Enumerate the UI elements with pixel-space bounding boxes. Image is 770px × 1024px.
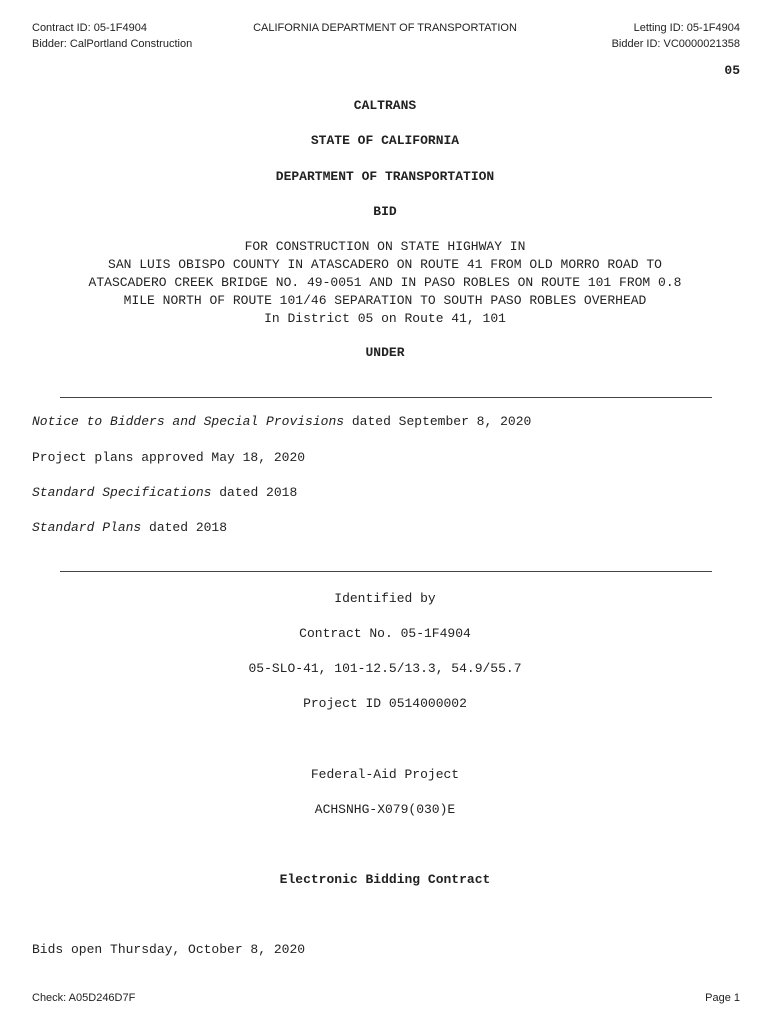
title-caltrans: CALTRANS	[353, 98, 417, 113]
description-line: ATASCADERO CREEK BRIDGE NO. 49-0051 AND IN PASO ROBLES ON ROUTE 101 FROM 0.8	[88, 275, 682, 290]
divider-top	[60, 397, 712, 398]
title-bid: BID	[373, 204, 397, 219]
project-id: Project ID 0514000002	[303, 696, 467, 711]
header-right	[612, 20, 740, 52]
district-number: 05	[724, 63, 740, 78]
under-heading: UNDER	[365, 345, 405, 360]
page-number: Page 1	[705, 992, 740, 1004]
std-plans-date: dated 2018	[141, 520, 228, 535]
federal-aid-label: Federal-Aid Project	[310, 767, 460, 782]
title-department: DEPARTMENT OF TRANSPORTATION	[275, 169, 495, 184]
bids-open: Bids open Thursday, October 8, 2020	[32, 942, 306, 957]
description-line: In District 05 on Route 41, 101	[264, 311, 506, 326]
contract-id: Contract ID: 05-1F4904	[32, 22, 147, 34]
route-location: 05-SLO-41, 101-12.5/13.3, 54.9/55.7	[248, 661, 522, 676]
letting-id: Letting ID: 05-1F4904	[633, 22, 740, 34]
contract-type: Electronic Bidding Contract	[279, 872, 491, 887]
description-line: MILE NORTH OF ROUTE 101/46 SEPARATION TO SOUTH PASO ROBLES OVERHEAD	[123, 293, 647, 308]
description-line: SAN LUIS OBISPO COUNTY IN ATASCADERO ON ROUTE 41 FROM OLD MORRO ROAD TO	[108, 257, 662, 272]
header-department: CALIFORNIA DEPARTMENT OF TRANSPORTATION	[253, 22, 517, 34]
bidder-id: Bidder ID: VC0000021358	[611, 38, 740, 50]
notice-line	[32, 414, 531, 429]
specs-title: Standard Specifications	[32, 485, 212, 500]
std-plans-line	[32, 520, 227, 535]
specs-line	[32, 485, 297, 500]
identified-by: Identified by	[334, 591, 436, 606]
plans-line: Project plans approved May 18, 2020	[32, 450, 306, 465]
std-plans-title: Standard Plans	[32, 520, 142, 535]
bidder-name: Bidder: CalPortland Construction	[32, 38, 193, 50]
notice-title: Notice to Bidders and Special Provisions	[32, 414, 345, 429]
notice-date: dated September 8, 2020	[344, 414, 532, 429]
project-description	[0, 238, 770, 328]
federal-aid-code: ACHSNHG-X079(030)E	[314, 802, 456, 817]
title-state: STATE OF CALIFORNIA	[310, 133, 460, 148]
divider-bottom	[60, 571, 712, 572]
contract-number: Contract No. 05-1F4904	[299, 626, 471, 641]
description-line: FOR CONSTRUCTION ON STATE HIGHWAY IN	[244, 239, 526, 254]
specs-date: dated 2018	[211, 485, 298, 500]
check-code: Check: A05D246D7F	[32, 992, 136, 1004]
